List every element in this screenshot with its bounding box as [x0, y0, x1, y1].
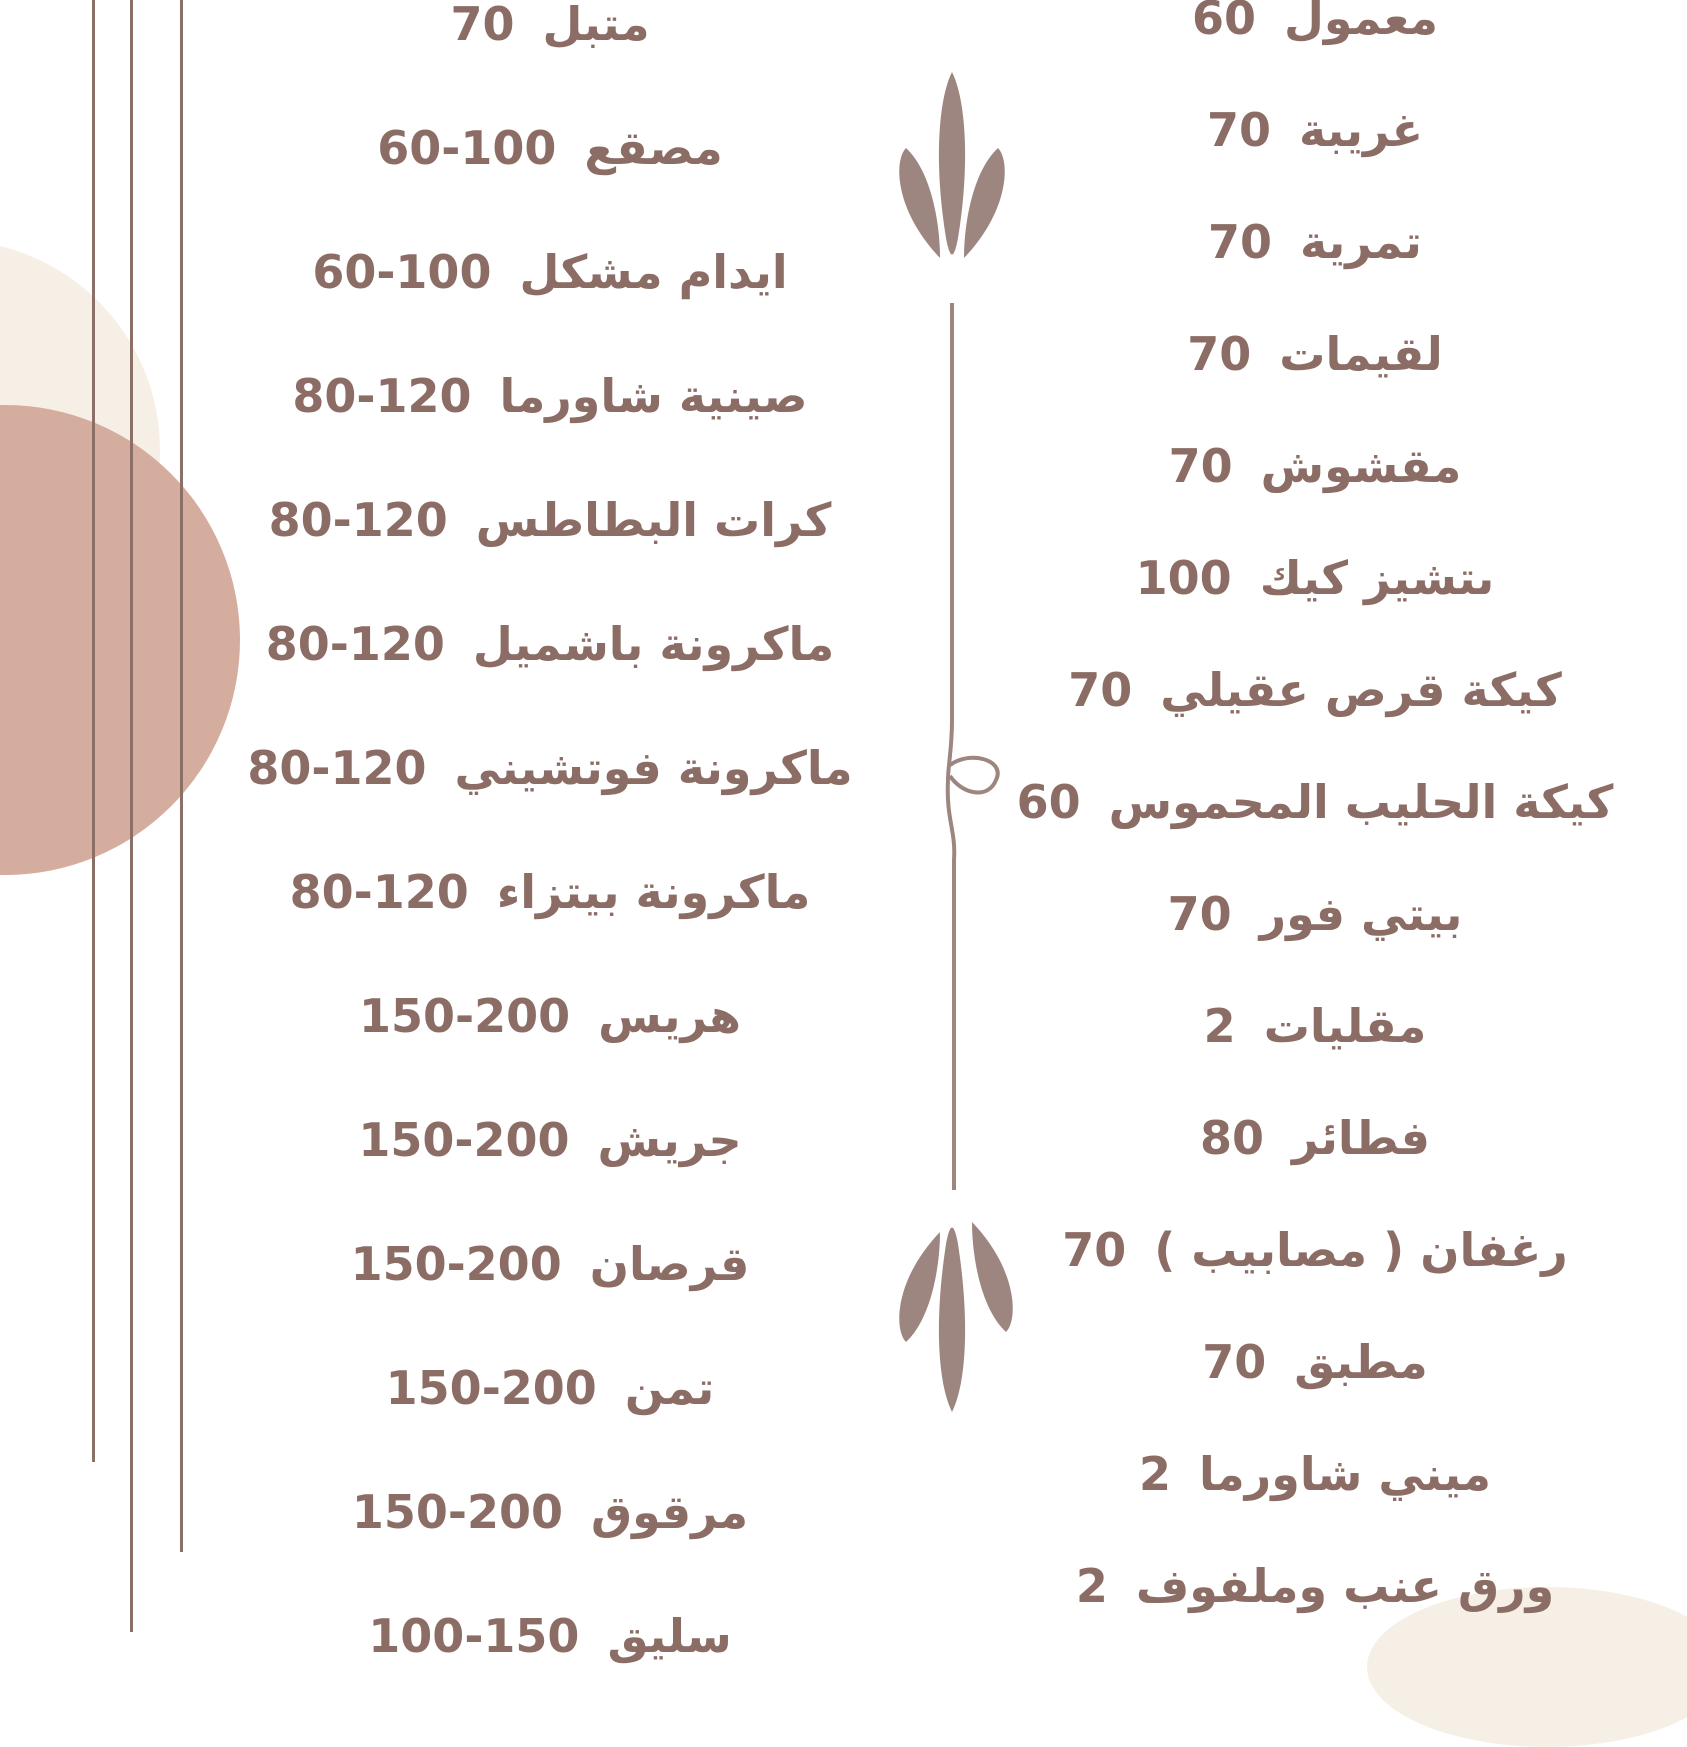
menu-item-name: فطائر — [1291, 1111, 1431, 1165]
leaf-divider-icon — [870, 60, 1030, 1420]
menu-item-price: 80-120 — [265, 617, 445, 671]
menu-item-name: لقيمات — [1279, 327, 1443, 381]
menu-item — [1200, 1108, 1430, 1168]
menu-item-name: مقليات — [1263, 999, 1427, 1053]
menu-item-price: 60-100 — [377, 121, 557, 175]
menu-item-price: 70 — [1208, 215, 1273, 269]
menu-item — [1207, 100, 1423, 160]
menu-item-name: متبل — [542, 0, 650, 51]
menu-item-name: كيكة الحليب المحموس — [1108, 775, 1614, 829]
menu-item — [1062, 1220, 1567, 1280]
menu-item-name: هريس — [598, 989, 741, 1043]
menu-item-price: 2 — [1075, 1559, 1108, 1613]
menu-item-price: 100-150 — [368, 1609, 580, 1663]
menu-item-price: 150-200 — [358, 1113, 570, 1167]
border-line-3 — [180, 0, 183, 1552]
menu-item — [1169, 436, 1462, 496]
menu-item-price: 80 — [1199, 1111, 1264, 1165]
menu-item-name: ماكرونة فوتشيني — [454, 741, 853, 795]
border-line-1 — [92, 0, 95, 1462]
menu-item-name: ورق عنب وملفوف — [1135, 1559, 1555, 1613]
menu-item — [1076, 1556, 1554, 1616]
menu-item — [1204, 996, 1427, 1056]
menu-item — [269, 490, 832, 550]
menu-item-name: صينية شاورما — [499, 369, 808, 423]
menu-item — [266, 614, 835, 674]
menu-item-name: مقشوش — [1260, 439, 1462, 493]
menu-item — [1208, 212, 1422, 272]
menu-item-price: 2 — [1139, 1447, 1172, 1501]
leaf-flourish-bottom-icon — [939, 1228, 965, 1413]
menu-item-name: معمول — [1283, 0, 1439, 45]
menu-item — [1187, 324, 1443, 384]
menu-item — [377, 118, 722, 178]
border-line-2 — [130, 0, 133, 1632]
menu-item-price: 150-200 — [350, 1237, 562, 1291]
menu-item-name: مطبق — [1294, 1335, 1428, 1389]
menu-item — [358, 1110, 741, 1170]
menu-item-price: 100 — [1135, 551, 1232, 605]
menu-item-price: 70 — [1207, 103, 1272, 157]
menu-item-name: قرصان — [589, 1237, 750, 1291]
leaf-flourish-top-icon — [939, 72, 965, 255]
menu-item-name: مصقع — [584, 121, 723, 175]
menu-item-name: ىتشيز كيك — [1259, 551, 1495, 605]
menu-item-price: 80-120 — [289, 865, 469, 919]
menu-item — [1068, 660, 1561, 720]
menu-item-name: ماكرونة باشميل — [472, 617, 835, 671]
menu-item-price: 70 — [1202, 1335, 1267, 1389]
menu-item-name: رغفان ( مصابيب ) — [1154, 1223, 1568, 1277]
menu-item — [1168, 884, 1463, 944]
menu-item-price: 70 — [450, 0, 515, 51]
menu-item — [1192, 0, 1438, 48]
menu-item-name: تمن — [624, 1361, 715, 1415]
menu-item-price: 80-120 — [268, 493, 448, 547]
menu-item — [351, 1234, 750, 1294]
vine-divider-icon — [948, 303, 955, 1190]
menu-item-price: 60-100 — [312, 245, 492, 299]
menu-item — [450, 0, 649, 54]
menu-item-price: 70 — [1068, 663, 1133, 717]
menu-item — [292, 366, 807, 426]
menu-item — [1136, 548, 1495, 608]
menu-item-price: 150-200 — [359, 989, 571, 1043]
menu-item-name: ايدام مشكل — [519, 245, 788, 299]
menu-item-name: مرقوق — [590, 1485, 749, 1539]
menu-item-price: 150-200 — [351, 1485, 563, 1539]
menu-item — [352, 1482, 748, 1542]
menu-item-price: 70 — [1062, 1223, 1127, 1277]
menu-item-price: 2 — [1203, 999, 1236, 1053]
menu-item-name: تمرية — [1300, 215, 1422, 269]
menu-item-price: 80-120 — [292, 369, 472, 423]
menu-item-price: 150-200 — [385, 1361, 597, 1415]
menu-item-name: كيكة قرص عقيلي — [1160, 663, 1562, 717]
menu-item — [359, 986, 741, 1046]
menu-item — [368, 1606, 731, 1666]
menu-item-price: 60 — [1191, 0, 1256, 45]
menu-item — [386, 1358, 715, 1418]
menu-item-name: جريش — [597, 1113, 742, 1167]
menu-item-price: 80-120 — [247, 741, 427, 795]
decorative-blob-dark — [0, 405, 240, 875]
menu-item — [290, 862, 811, 922]
menu-item — [247, 738, 852, 798]
menu-item-name: سليق — [607, 1609, 732, 1663]
menu-item-name: ماكرونة بيتزاء — [496, 865, 811, 919]
menu-item-price: 70 — [1168, 439, 1233, 493]
menu-item — [1017, 772, 1614, 832]
menu-item-name: غريبة — [1299, 103, 1423, 157]
menu-item-price: 70 — [1167, 887, 1232, 941]
menu-item-price: 70 — [1187, 327, 1252, 381]
menu-item-name: كرات البطاطس — [475, 493, 832, 547]
menu-item-name: ميني شاورما — [1199, 1447, 1491, 1501]
menu-item — [1202, 1332, 1428, 1392]
menu-item-price: 60 — [1016, 775, 1081, 829]
menu-item — [312, 242, 787, 302]
menu-item-name: بيتي فور — [1259, 887, 1463, 941]
menu-item — [1139, 1444, 1491, 1504]
